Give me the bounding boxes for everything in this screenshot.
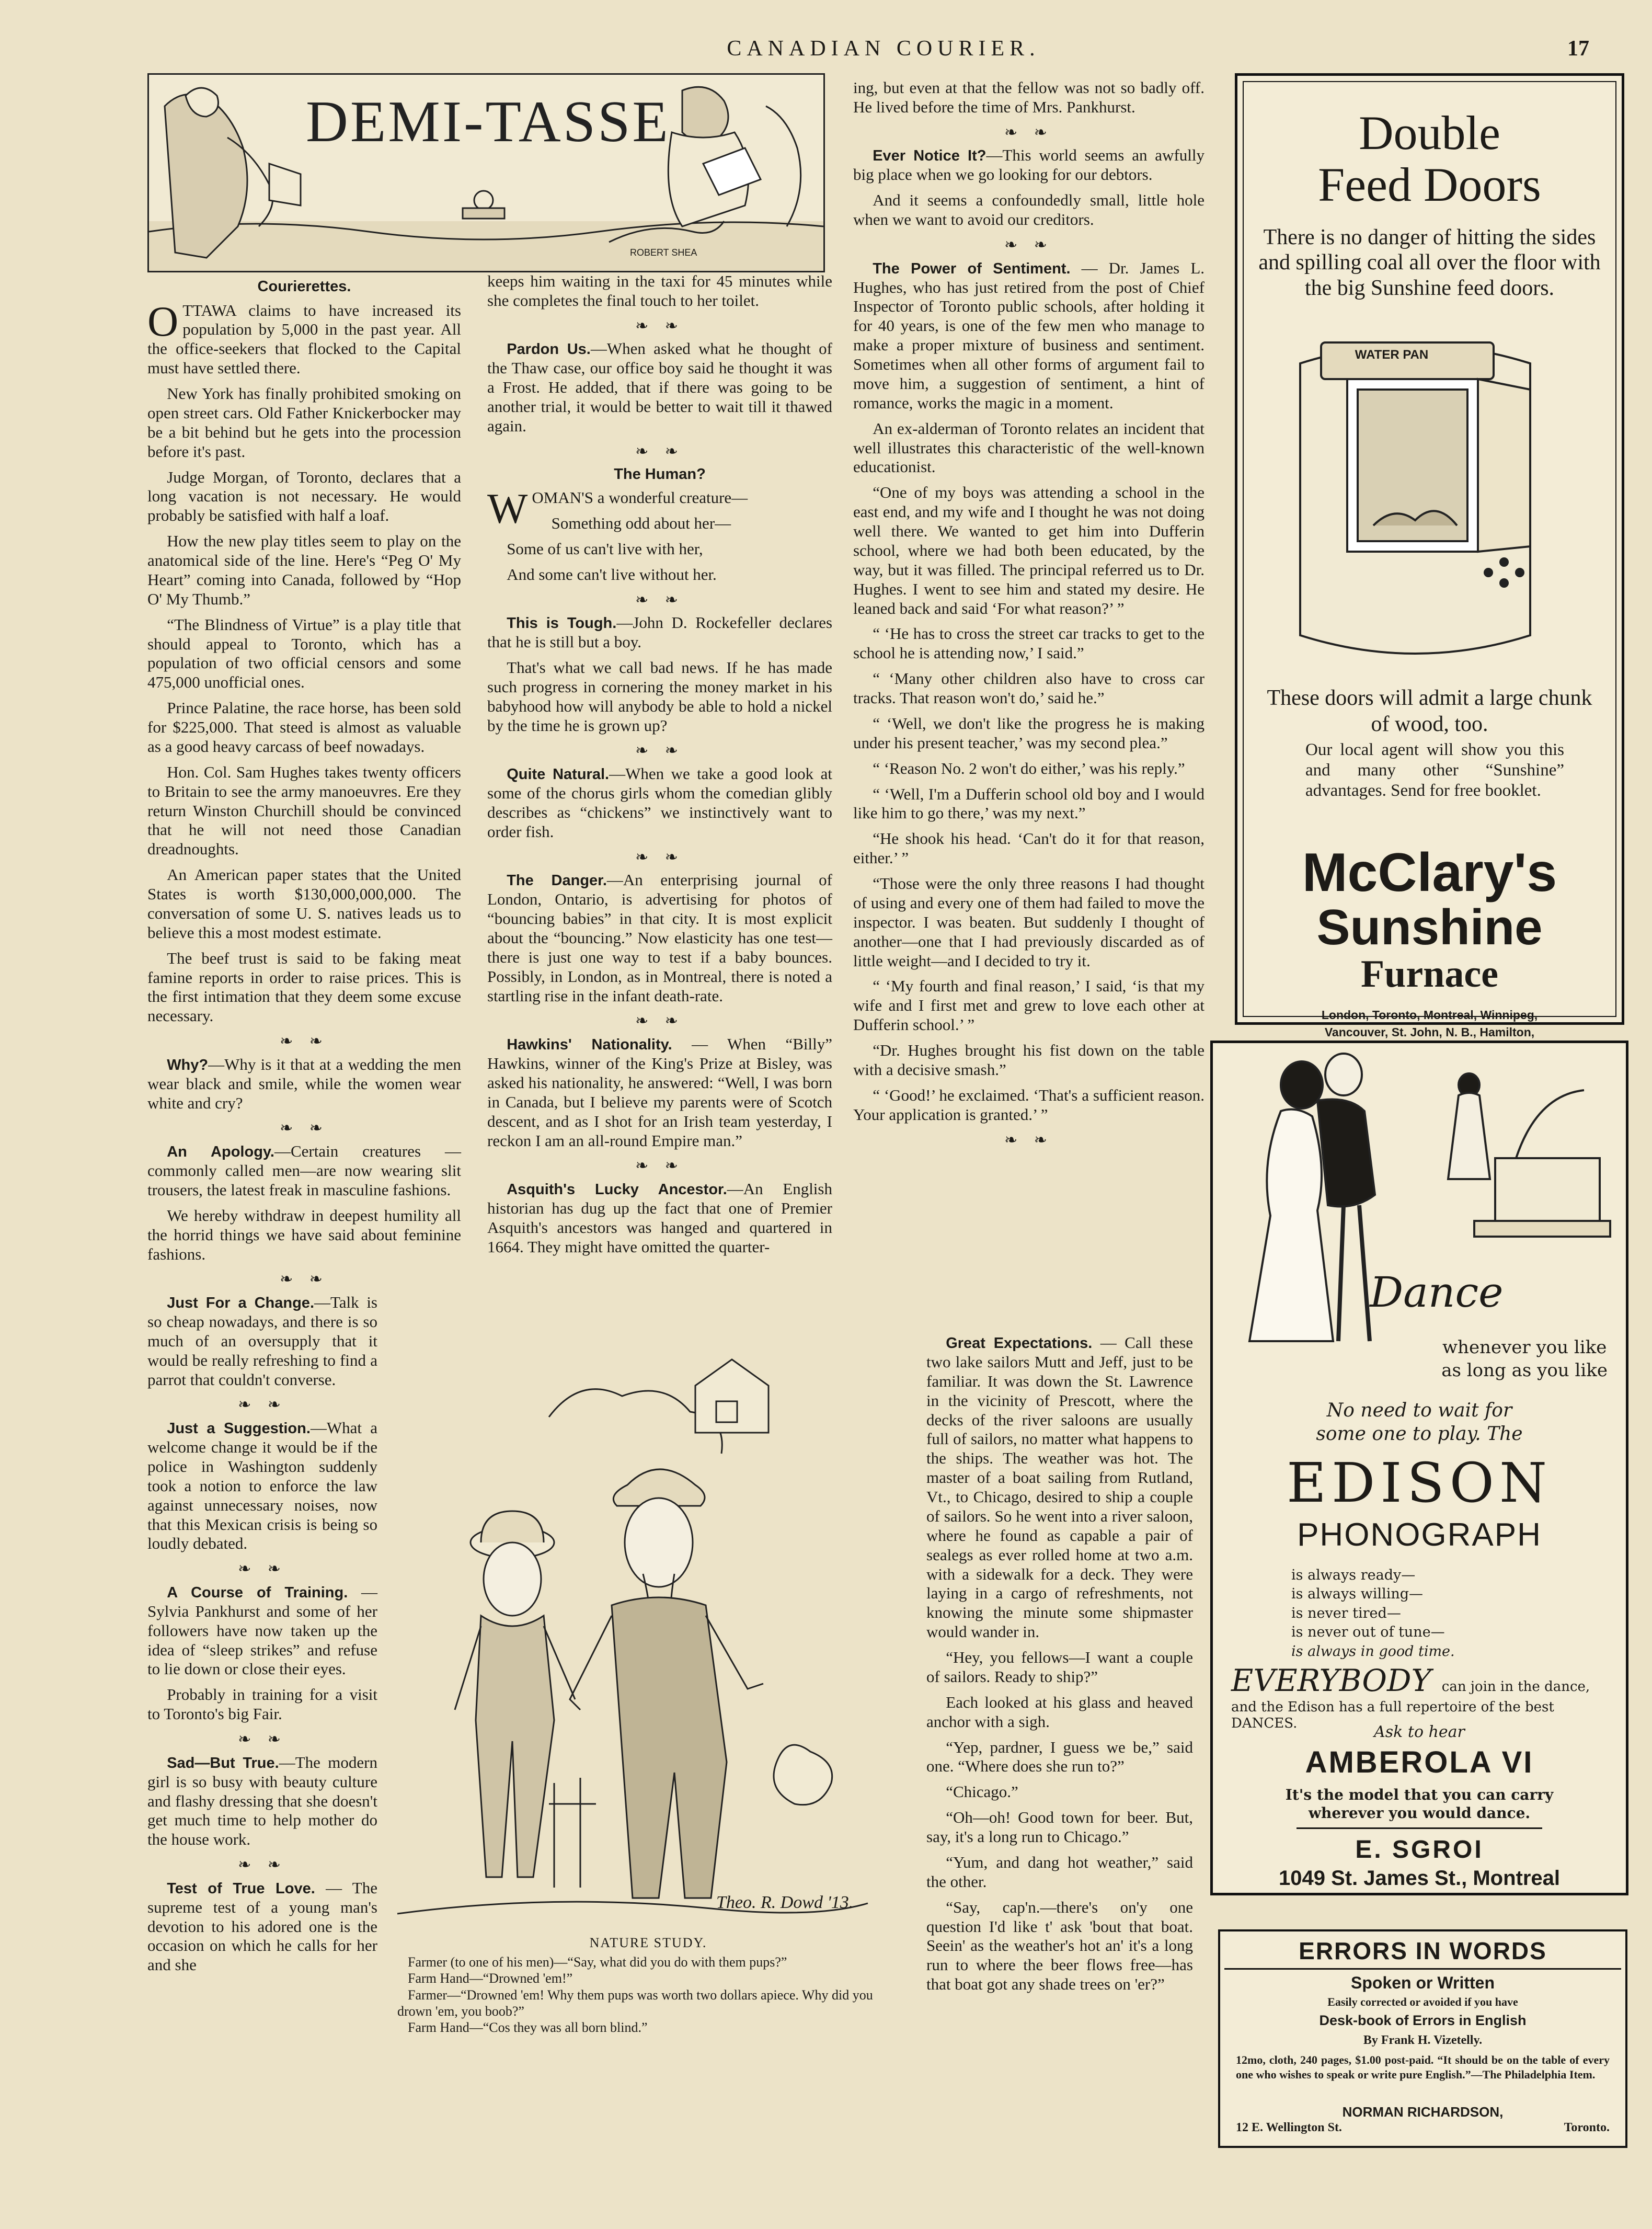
caption-title: NATURE STUDY. bbox=[589, 1935, 707, 1950]
paragraph: “ ‘My fourth and final reason,’ I said, ‘is that my wife and I first met and grew to love each other at Dufferin school.’ ” bbox=[853, 977, 1204, 1034]
paragraph: “He shook his head. ‘Can't do it for that reason, either.’ ” bbox=[853, 829, 1204, 867]
separator: ❧ ❧ bbox=[635, 317, 684, 335]
list-item: is never tired— bbox=[1291, 1605, 1401, 1621]
item-heading: An Apology. bbox=[167, 1144, 274, 1161]
cartoon-drawing bbox=[382, 1312, 873, 1940]
paragraph: “ ‘He has to cross the street car tracks to get to the school he is attending now,’ I said.” bbox=[853, 624, 1204, 662]
paragraph: “Say, cap'n.—there's on'y one question I'd like t' ask 'bout that boat. Seein' as the weather's hot an' it's a long run to where the beer flows free—has that boat got any shade trees on 'er?” bbox=[926, 1897, 1193, 1994]
separator: ❧ ❧ bbox=[635, 848, 684, 866]
ad-agent-text: Our local agent will show you this and many other “Sunshine” advantages. Send for free booklet. bbox=[1305, 740, 1564, 800]
paragraph: “Oh—oh! Good town for beer. But, say, it's a long run to Chicago.” bbox=[926, 1808, 1193, 1846]
caption-line: Farmer—“Drowned 'em! Why them pups was worth two dollars apiece. Why did you drown 'em, you boob?” bbox=[397, 1987, 873, 2019]
publisher-address bbox=[1236, 2121, 1610, 2135]
item-heading: Hawkins' Nationality. bbox=[507, 1036, 672, 1054]
brand-line: Furnace bbox=[1360, 952, 1499, 996]
divider bbox=[1224, 1968, 1621, 1970]
paragraph: ing, but even at that the fellow was not so badly off. He lived before the time of Mrs. Pankhurst. bbox=[853, 78, 1204, 116]
list-item: is always in good time. bbox=[1291, 1643, 1455, 1660]
item-heading: Test of True Love. bbox=[167, 1880, 315, 1897]
paragraph: New York has finally prohibited smoking on open street cars. Old Father Knickerbocker may be a bit behind but he gets into the procession before it's past. bbox=[147, 384, 461, 461]
item-text: — When “Billy” Hawkins, winner of the King's Prize at Bisley, was asked his nationality, he answered: “Well, I was born in Canada, but I believe my parents were of Scotch descent, and as I shot for an Irish team yesterday, I reckon I am an all-round Empire man.” bbox=[487, 1035, 832, 1150]
poem-text: OMAN'S a wonderful creature— bbox=[532, 488, 748, 507]
brand-line: McClary's bbox=[1302, 842, 1557, 903]
separator: ❧ ❧ bbox=[280, 1271, 329, 1288]
paragraph bbox=[147, 1879, 377, 1975]
everybody-text bbox=[1231, 1663, 1610, 1732]
item-heading: The Danger. bbox=[507, 872, 607, 889]
item-heading: Why? bbox=[167, 1056, 209, 1073]
model-text bbox=[1213, 1786, 1626, 1822]
paragraph: “Those were the only three reasons I had thought of using and every one of them had failed to move the inspector. I was beaten. But suddenly I thought of another—one that I had previously discarded as of little weight—and I decided to try it. bbox=[853, 874, 1204, 970]
everybody-word: EVERYBODY bbox=[1231, 1663, 1431, 1698]
item-text: —When asked what he thought of the Thaw case, our office boy said he thought it was a Frost. He added, that if there was going to be another trial, it would be better to wait till it thawed again. bbox=[487, 339, 832, 435]
paragraph bbox=[853, 146, 1204, 185]
separator: ❧ ❧ bbox=[280, 1119, 329, 1137]
cartoon-caption bbox=[397, 1935, 899, 2036]
paragraph bbox=[147, 1419, 377, 1553]
item-text: —Certain creatures — commonly called men—are now wearing slit trousers, the latest freak in masculine fashions. bbox=[147, 1142, 462, 1199]
item-text: —John D. Rockefeller declares that he is still but a boy. bbox=[487, 613, 833, 651]
separator: ❧ ❧ bbox=[635, 591, 684, 609]
dealer-name: E. SGROI bbox=[1355, 1836, 1484, 1864]
when-line: whenever you like bbox=[1442, 1337, 1607, 1358]
book-title: Desk-book of Errors in English bbox=[1319, 2013, 1527, 2028]
item-text: — Call these two lake sailors Mutt and Jeff, just to be familiar. It was down the St. Lawrence in the vicinity of Prescott, where the decks of the river saloons are usually full of sailors, no matter what happens to the ships. The weather was hot. The master of a boat sailing from Rutland, Vt., to Chicago, desired to ship a couple of sailors. So he went into a river saloon, where he found as capable a pair of sealegs as ever rolled home at two a.m. with a sidewalk for a deck. They were laying in a cargo of refreshments, not knowing the minute some shipmaster would wander in. bbox=[926, 1333, 1193, 1641]
paragraph bbox=[853, 259, 1204, 413]
water-pan-label: WATER PAN bbox=[1355, 348, 1429, 362]
paragraph bbox=[487, 613, 832, 652]
separator: ❧ ❧ bbox=[238, 1396, 287, 1414]
list-item: is never out of tune— bbox=[1291, 1624, 1445, 1641]
paragraph bbox=[147, 297, 461, 379]
separator: ❧ ❧ bbox=[635, 1012, 684, 1030]
item-text: —What a welcome change it would be if the police in Washington suddenly took a notion to enforce the law against unnecessary noises, now that this Mexican crisis is being so loudly debated. bbox=[147, 1419, 377, 1553]
ad-doors-text: These doors will admit a large chunk of wood, too. bbox=[1267, 686, 1592, 737]
courierettes-heading: Courierettes. bbox=[257, 278, 351, 295]
paragraph: An American paper states that the United States is worth $130,000,000,000. The conversation of some U. S. natives leads us to believe this a most modest estimate. bbox=[147, 865, 461, 942]
ad-subtext: There is no danger of hitting the sides and spilling coal all over the floor with the big Sunshine feed doors. bbox=[1258, 225, 1601, 300]
paragraph bbox=[487, 1035, 832, 1150]
paragraph bbox=[487, 764, 832, 842]
paragraph: How the new play titles seem to play on the anatomical side of the line. Here's “Peg O' My Heart” coming into Canada, followed by “Hop O' My Thumb.” bbox=[147, 532, 461, 608]
running-title: CANADIAN COURIER. bbox=[727, 37, 1040, 61]
model-line: It's the model that you can carry bbox=[1285, 1786, 1554, 1803]
dance-subtext bbox=[1441, 1336, 1608, 1382]
separator: ❧ ❧ bbox=[1004, 236, 1053, 254]
ad-brand bbox=[1237, 844, 1622, 995]
headline-line: Double bbox=[1359, 106, 1500, 159]
column-3-lower bbox=[926, 1333, 1193, 2133]
cities-line: Vancouver, St. John, N. B., Hamilton, bbox=[1324, 1025, 1535, 1039]
separator: ❧ ❧ bbox=[635, 1157, 684, 1175]
separator: ❧ ❧ bbox=[635, 442, 684, 460]
poem-line: Some of us can't live with her, bbox=[507, 539, 703, 558]
street: 12 E. Wellington St. bbox=[1236, 2121, 1342, 2134]
paragraph: The beef trust is said to be faking meat famine reports in order to raise prices. This is the first intimation that they deem some excuse necessary. bbox=[147, 948, 461, 1025]
paragraph: Each looked at his glass and heaved anchor with a sigh. bbox=[926, 1693, 1193, 1731]
divider bbox=[1297, 1827, 1542, 1829]
paragraph bbox=[147, 1293, 377, 1389]
item-text: — Dr. James L. Hughes, who has just retired from the post of Chief Inspector of Toronto public schools, after holding it for 40 years, is one of the few men who manage to make a proper mixture of business and sentiment. Sometimes when all other forms of argument fail to move him, a suggestion of sentiment, a hint of romance, works the magic in a moment. bbox=[853, 258, 1205, 412]
item-text: —When we take a good look at some of the chorus girls whom the comedian glibly describes as “chickens” we instinctively want to order fish. bbox=[487, 764, 832, 841]
item-heading: Ever Notice It? bbox=[873, 147, 986, 165]
drop-cap: W bbox=[487, 485, 528, 532]
paragraph: And it seems a confoundedly small, little hole when we want to avoid our creditors. bbox=[853, 191, 1204, 229]
paragraph: “Yum, and dang hot weather,” said the other. bbox=[926, 1853, 1193, 1891]
banner-title: DEMI-TASSE bbox=[306, 89, 670, 154]
paragraph bbox=[487, 339, 832, 436]
separator: ❧ ❧ bbox=[1004, 1131, 1053, 1149]
furnace-door-illustration bbox=[1279, 332, 1572, 677]
item-heading: Asquith's Lucky Ancestor. bbox=[507, 1181, 727, 1198]
item-text: —Talk is so cheap nowadays, and there is so much of an oversupply that it would be really refreshing to find a parrot that couldn't converse. bbox=[147, 1293, 377, 1389]
paragraph: “One of my boys was attending a school in the east end, and my wife and I thought he was not doing well there. We wanted to get him into Dufferin school, where we had both been educated, by the way, but it was filled. The principal referred us to Dr. Hughes. I went to see him and stated my desire. He leaned back and said ‘For what reason?’ ” bbox=[853, 483, 1204, 618]
dealer-address: 1049 St. James St., Montreal bbox=[1278, 1867, 1560, 1890]
ask-text: Ask to hear bbox=[1374, 1723, 1465, 1741]
paragraph bbox=[487, 871, 832, 1005]
item-heading: Sad—But True. bbox=[167, 1754, 279, 1771]
separator: ❧ ❧ bbox=[1004, 123, 1053, 141]
mcclary-sunshine-ad bbox=[1235, 73, 1624, 1039]
city: Toronto. bbox=[1564, 2121, 1610, 2134]
need-line: some one to play. The bbox=[1316, 1423, 1523, 1445]
paragraph bbox=[147, 1583, 377, 1679]
item-heading: Quite Natural. bbox=[507, 766, 610, 783]
paragraph-text: TTAWA claims to have increased its population by 5,000 in the past year. All the office-seekers that flocked to the Capital must have settled there. bbox=[147, 301, 461, 378]
everybody-rest: can join in the dance, and the Edison has a full repertoire of the best DANCES. bbox=[1231, 1679, 1590, 1731]
errors-line: Easily corrected or avoided if you have bbox=[1327, 1995, 1518, 2008]
poem-heading: The Human? bbox=[614, 465, 706, 483]
feature-list bbox=[1291, 1566, 1455, 1661]
paragraph: “ ‘Good!’ he exclaimed. ‘That's a sufficient reason. Your application is granted.’ ” bbox=[853, 1085, 1204, 1124]
paragraph: Prince Palatine, the race horse, has been sold for $225,000. That steed is almost as valuable as a good heavy carcass of beef nowadays. bbox=[147, 699, 461, 756]
separator: ❧ ❧ bbox=[238, 1560, 287, 1578]
item-text: — Sylvia Pankhurst and some of her followers have now taken up the idea of “sleep strikes” and refuse to lie down or close their eyes. bbox=[147, 1582, 378, 1678]
ad-headline bbox=[1237, 107, 1622, 211]
banner-artist-mark: ROBERT SHEA bbox=[630, 247, 697, 258]
paragraph: Hon. Col. Sam Hughes takes twenty officers to Britain to see the army manoeuvres. Ere they return Winston Churchill should be convinced that he will not need those Canadian dreadnoughts. bbox=[147, 762, 461, 859]
brand-line: Sunshine bbox=[1316, 899, 1543, 956]
paragraph bbox=[147, 1055, 461, 1113]
cartoonist-signature: Theo. R. Dowd '13. bbox=[716, 1893, 854, 1912]
paragraph bbox=[487, 1180, 832, 1257]
paragraph bbox=[147, 1142, 461, 1200]
item-heading: This is Tough. bbox=[507, 615, 617, 632]
item-heading: A Course of Training. bbox=[167, 1584, 348, 1601]
poem-line: And some can't live without her. bbox=[507, 565, 717, 584]
item-text: —Why is it that at a wedding the men wear black and smile, while the women wear white and cry? bbox=[147, 1055, 461, 1112]
model-line: wherever you would dance. bbox=[1308, 1804, 1531, 1822]
separator: ❧ ❧ bbox=[238, 1731, 287, 1748]
paragraph: keeps him waiting in the taxi for 45 minutes while she completes the final touch to her toilet. bbox=[487, 272, 832, 310]
item-text: —An English historian has dug up the fact that one of Premier Asquith's ancestors was hanged and quartered in 1664. They might have omitted the quarter- bbox=[487, 1180, 832, 1256]
item-text: — The supreme test of a young man's devotion to his adored one is the occasion on which he calls for her and she bbox=[147, 1878, 377, 1974]
separator: ❧ ❧ bbox=[280, 1033, 329, 1050]
paragraph bbox=[926, 1333, 1193, 1642]
list-item: is always willing— bbox=[1291, 1586, 1424, 1603]
paragraph bbox=[147, 1753, 377, 1849]
paragraph: “ ‘Well, I'm a Dufferin school old boy and I would like him to go there,’ was my next.” bbox=[853, 784, 1204, 822]
item-text: —The modern girl is so busy with beauty culture and flashy dressing that she doesn't get much time to help mother do the house work. bbox=[147, 1753, 377, 1849]
errors-heading: ERRORS IN WORDS bbox=[1299, 1937, 1547, 1964]
need-line: No need to wait for bbox=[1326, 1400, 1512, 1421]
paragraph: That's what we call bad news. If he has made such progress in cornering the money market in his babyhood how will anybody be able to hold a nickel by the time he is grown up? bbox=[487, 658, 832, 735]
paragraph: “ ‘Reason No. 2 won't do either,’ was his reply.” bbox=[873, 759, 1185, 778]
column-2 bbox=[487, 272, 832, 1325]
nature-study-cartoon bbox=[382, 1312, 873, 1940]
edison-heading: EDISON bbox=[1287, 1451, 1552, 1515]
item-heading: Just a Suggestion. bbox=[167, 1420, 311, 1437]
paragraph: “Dr. Hughes brought his fist down on the table with a decisive smash.” bbox=[853, 1041, 1204, 1079]
paragraph: “The Blindness of Virtue” is a play title that should appeal to Toronto, which has a population of two official censors and some 475,000 unofficial ones. bbox=[147, 615, 461, 692]
caption-line: Farm Hand—“Drowned 'em!” bbox=[408, 1971, 573, 1986]
errors-subheading: Spoken or Written bbox=[1351, 1973, 1495, 1992]
item-text: —An enterprising journal of London, Ontario, is advertising for photos of “bouncing babies” in that city. It is most explicit about the “bouncing.” Now elasticity has one test—there is just one way to test if a baby bounces. Possibly, in London, as in Montreal, there is noted a startling rise in the infant death-rate. bbox=[487, 871, 832, 1005]
cities-line: London, Toronto, Montreal, Winnipeg, bbox=[1321, 1008, 1538, 1022]
item-text: —This world seems an awfully big place when we go looking for our debtors. bbox=[853, 146, 1204, 184]
publisher-name: NORMAN RICHARDSON, bbox=[1342, 2104, 1504, 2120]
paragraph: “Hey, you fellows—I want a couple of sailors. Ready to ship?” bbox=[926, 1648, 1193, 1686]
drop-cap: O bbox=[147, 297, 179, 345]
need-text bbox=[1213, 1399, 1626, 1446]
book-details: 12mo, cloth, 240 pages, $1.00 post-paid. “It should be on the table of every one who wishes to speak or write pure English.”—The Philadelphia Item. bbox=[1236, 2053, 1610, 2081]
separator: ❧ ❧ bbox=[238, 1856, 287, 1874]
paragraph: “Yep, pardner, I guess we be,” said one. “Where does she run to?” bbox=[926, 1738, 1193, 1776]
list-item: is always ready— bbox=[1291, 1567, 1416, 1583]
paragraph: “Chicago.” bbox=[946, 1782, 1018, 1801]
paragraph: “ ‘Well, we don't like the progress he is making under his present teacher,’ was my second plea.” bbox=[853, 714, 1204, 752]
running-head bbox=[157, 30, 1610, 67]
column-3-upper bbox=[853, 78, 1204, 1333]
paragraph: Probably in training for a visit to Toronto's big Fair. bbox=[147, 1685, 377, 1723]
amberola-heading: AMBEROLA VI bbox=[1305, 1745, 1534, 1779]
when-line: as long as you like bbox=[1441, 1360, 1608, 1381]
paragraph: Judge Morgan, of Toronto, declares that a long vacation is not necessary. He would probably be satisfied with half a loaf. bbox=[147, 467, 461, 525]
errors-in-words-ad bbox=[1218, 1929, 1627, 2148]
edison-phonograph-ad bbox=[1210, 1041, 1628, 1895]
demi-tasse-banner bbox=[147, 73, 825, 272]
headline-line: Feed Doors bbox=[1318, 158, 1541, 212]
paragraph: An ex-alderman of Toronto relates an incident that well illustrates this characteristic of the well-known educationist. bbox=[853, 419, 1204, 476]
item-heading: Just For a Change. bbox=[167, 1295, 314, 1312]
item-heading: The Power of Sentiment. bbox=[873, 260, 1071, 277]
item-heading: Great Expectations. bbox=[946, 1335, 1093, 1352]
caption-line: Farmer (to one of his men)—“Say, what did you do with them pups?” bbox=[408, 1954, 787, 1970]
phonograph-heading: PHONOGRAPH bbox=[1297, 1517, 1542, 1553]
caption-line: Farm Hand—“Cos they was all born blind.” bbox=[408, 2019, 648, 2035]
page-number: 17 bbox=[1567, 37, 1589, 61]
item-heading: Pardon Us. bbox=[507, 341, 591, 358]
book-author: By Frank H. Vizetelly. bbox=[1363, 2033, 1483, 2047]
paragraph: We hereby withdraw in deepest humility all the horrid things we have said about feminine fashions. bbox=[147, 1206, 461, 1263]
paragraph: “ ‘Many other children also have to cross car tracks. That reason won't do,’ said he.” bbox=[853, 669, 1204, 707]
poem-line: Something odd about her— bbox=[551, 513, 731, 532]
separator: ❧ ❧ bbox=[635, 742, 684, 760]
dance-heading: Dance bbox=[1370, 1268, 1504, 1317]
